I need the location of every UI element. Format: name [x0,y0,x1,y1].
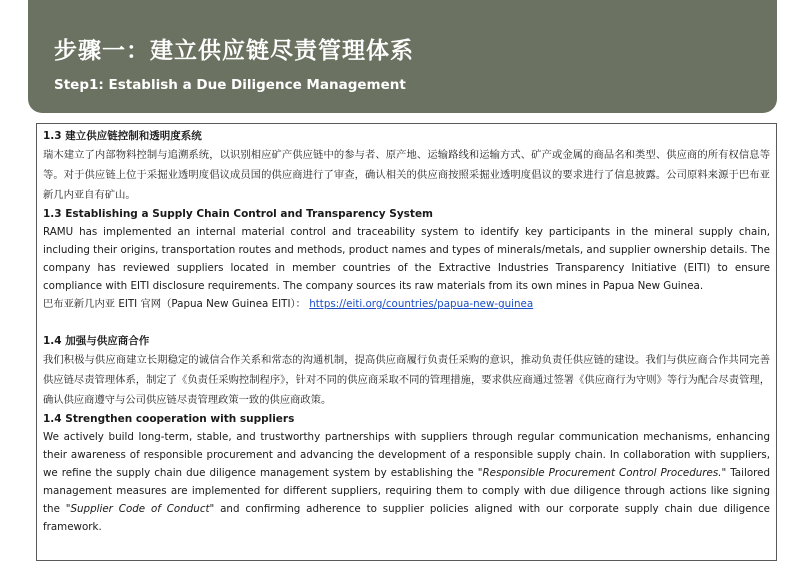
section-1-3-heading-en: 1.3 Establishing a Supply Chain Control and Transparency System [43,208,434,220]
section-1-4-body-zh: 我们积极与供应商建立长期稳定的诚信合作关系和常态的沟通机制，提高供应商履行负责任采购的意识，推动负责任供应链的建设。我们与供应商合作共同完善供应链尽责管理体系，制定了《负责任采购控制程序》，针对不同的供应商采取不同的管理措施，要求供应商通过签署《供应商行为守则》等行为配合尽责管理，确认供应商遵守与公司供应链尽责管理政策一致的供应商政策。 [43,354,770,406]
eiti-link-label: 巴布亚新几内亚 EITI 官网（Papua New Guinea EITI）： [43,298,306,310]
section-1-3-heading-zh: 1.3 建立供应链控制和透明度系统 [43,130,202,142]
section-1-4-heading-en: 1.4 Strengthen cooperation with suppliers [43,413,295,425]
eiti-link[interactable]: https://eiti.org/countries/papua-new-guinea [309,298,534,310]
section-1-4-body-en [43,428,770,536]
section-1-4-heading-zh: 1.4 加强与供应商合作 [43,335,150,347]
body-en-text-1: We actively build long-term, stable, and trustworthy partnerships with suppliers through regular communication mechanisms, enhancing their awareness of responsible procurement and advancing the development of a responsible supply chain. In collaboration with suppliers, we refine the supply chain due diligence management system by establishing the " [43,431,770,479]
page-subtitle: Step1: Establish a Due Diligence Management [54,77,406,93]
section-spacer [43,314,770,332]
supplier-code-title: Supplier Code of Conduct [70,503,210,515]
body-en-text-2: " Tailored management measures are implemented for different suppliers, requiring them to comply with due diligence through actions like signing the " [43,467,770,515]
procurement-procedures-title: Responsible Procurement Control Procedures. [482,467,722,479]
content-box [36,123,777,561]
eiti-link-row [43,295,770,314]
body-en-text-3: " and confirming adherence to supplier policies aligned with our corporate supply chain due diligence framework. [43,503,770,533]
section-1-3-body-en: RAMU has implemented an internal material control and traceability system to identify key participants in the mineral supply chain, including their origins, transportation routes and methods, product names and types of minerals/metals, and supplier ownership details. The company has reviewed suppliers located in member countries of the Extractive Industries Transparency Initiative (EITI) to ensure compliance with EITI disclosure requirements. The company sources its raw materials from its own mines in Papua New Guinea. [43,226,770,292]
header-banner [28,0,777,113]
page-title: 步骤一：建立供应链尽责管理体系 [54,38,414,64]
section-1-3-body-zh: 瑞木建立了内部物料控制与追溯系统，以识别相应矿产供应链中的参与者、原产地、运输路线和运输方式、矿产或金属的商品名和类型、供应商的所有权信息等等。对于供应链上位于采掘业透明度倡议成员国的供应商进行了审查，确认相关的供应商按照采掘业透明度倡议的要求进行了信息披露。公司原料来源于巴布亚新几内亚自有矿山。 [43,149,770,201]
